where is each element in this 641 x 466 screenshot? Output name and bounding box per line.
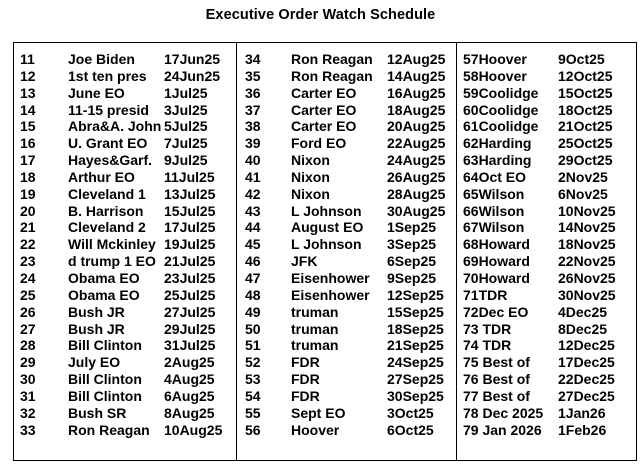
entry-date: 17Dec25 (558, 354, 615, 371)
schedule-row (463, 354, 635, 371)
entry-number-title: 79 Jan 2026 (463, 421, 542, 438)
schedule-row (20, 186, 234, 203)
entry-date: 15Oct25 (558, 84, 613, 101)
schedule-row (463, 135, 635, 152)
schedule-row (245, 169, 453, 186)
schedule-row (245, 203, 453, 220)
schedule-row (245, 321, 453, 338)
schedule-row (245, 118, 453, 135)
page-title: Executive Order Watch Schedule (205, 7, 436, 23)
schedule-row (20, 270, 234, 287)
schedule-row (245, 371, 453, 388)
entry-date: 27Jul25 (164, 303, 216, 320)
column-divider (456, 42, 457, 461)
schedule-row (463, 203, 635, 220)
entry-title: Will Mckinley (68, 236, 156, 253)
schedule-row (20, 152, 234, 169)
entry-date: 1Sep25 (387, 219, 437, 236)
entry-title: Carter EO (291, 84, 357, 101)
schedule-row (245, 354, 453, 371)
entry-title: Abra&A. John (68, 118, 162, 135)
entry-number-title: 69Howard (463, 253, 530, 270)
entry-date: 6Oct25 (387, 421, 434, 438)
entry-date: 18Nov25 (558, 236, 616, 253)
entry-number-title: 65Wilson (463, 185, 525, 202)
schedule-row (463, 371, 635, 388)
schedule-row (20, 321, 234, 338)
entry-date: 13Jul25 (164, 185, 216, 202)
entry-date: 2Nov25 (558, 168, 608, 185)
entry-date: 29Jul25 (164, 320, 216, 337)
entry-title: Bill Clinton (68, 387, 142, 404)
entry-number: 48 (245, 286, 261, 303)
entry-date: 20Aug25 (387, 118, 446, 135)
entry-title: truman (291, 337, 339, 354)
entry-date: 9Oct25 (558, 51, 605, 67)
entry-date: 1Jul25 (164, 84, 208, 101)
entry-title: 11-15 presid (68, 101, 149, 118)
entry-date: 9Jul25 (164, 152, 208, 169)
schedule-row (463, 337, 635, 354)
entry-date: 12Sep25 (387, 286, 444, 303)
entry-date: 1Jan26 (558, 404, 606, 421)
entry-title: JFK (291, 253, 318, 270)
entry-date: 30Sep25 (387, 387, 444, 404)
entry-number-title: 75 Best of (463, 354, 530, 371)
schedule-row (463, 118, 635, 135)
entry-title: Bush JR (68, 320, 125, 337)
entry-number: 40 (245, 152, 261, 169)
entry-number: 18 (20, 168, 36, 185)
schedule-row (20, 354, 234, 371)
entry-title: FDR (291, 354, 320, 371)
entry-date: 6Sep25 (387, 253, 437, 270)
entry-title: truman (291, 320, 339, 337)
schedule-row (20, 68, 234, 85)
entry-title: Ron Reagan (68, 421, 150, 438)
schedule-row (20, 236, 234, 253)
schedule-row (463, 152, 635, 169)
entry-number-title: 71TDR (463, 286, 508, 303)
entry-number-title: 68Howard (463, 236, 530, 253)
entry-number: 55 (245, 404, 261, 421)
entry-date: 2Aug25 (164, 354, 215, 371)
entry-date: 12Dec25 (558, 337, 615, 354)
entry-number: 43 (245, 202, 261, 219)
entry-number: 29 (20, 354, 36, 371)
entry-number: 12 (20, 67, 36, 84)
schedule-row (245, 304, 453, 321)
entry-number: 30 (20, 371, 36, 388)
entry-date: 3Sep25 (387, 236, 437, 253)
schedule-row (463, 422, 635, 439)
entry-title: August EO (291, 219, 364, 236)
schedule-row (463, 219, 635, 236)
entry-number: 33 (20, 421, 36, 438)
entry-number-title: 62Harding (463, 135, 532, 152)
schedule-row (463, 85, 635, 102)
schedule-row (245, 287, 453, 304)
entry-number-title: 76 Best of (463, 371, 530, 388)
entry-title: U. Grant EO (68, 135, 148, 152)
entry-date: 23Jul25 (164, 269, 216, 286)
entry-number: 17 (20, 152, 36, 169)
schedule-row (463, 186, 635, 203)
entry-title: Obama EO (68, 286, 140, 303)
schedule-row (463, 253, 635, 270)
entry-number-title: 73 TDR (463, 320, 512, 337)
schedule-column-3 (463, 51, 635, 438)
entry-title: Hoover (291, 421, 340, 438)
entry-title: Obama EO (68, 269, 140, 286)
entry-number-title: 57Hoover (463, 51, 527, 67)
entry-number-title: 66Wilson (463, 202, 525, 219)
entry-date: 25Oct25 (558, 135, 613, 152)
entry-date: 6Nov25 (558, 185, 608, 202)
entry-number: 42 (245, 185, 261, 202)
schedule-row (463, 169, 635, 186)
entry-number: 37 (245, 101, 261, 118)
entry-date: 16Aug25 (387, 84, 446, 101)
entry-date: 18Aug25 (387, 101, 446, 118)
entry-date: 24Aug25 (387, 152, 446, 169)
entry-title: Nixon (291, 168, 330, 185)
entry-title: B. Harrison (68, 202, 144, 219)
entry-title: FDR (291, 387, 320, 404)
entry-number: 22 (20, 236, 36, 253)
entry-date: 3Jul25 (164, 101, 208, 118)
entry-number: 24 (20, 269, 36, 286)
entry-number: 14 (20, 101, 36, 118)
entry-number: 38 (245, 118, 261, 135)
entry-title: Arthur EO (68, 168, 135, 185)
entry-number: 36 (245, 84, 261, 101)
entry-date: 21Oct25 (558, 118, 613, 135)
entry-date: 6Aug25 (164, 387, 215, 404)
entry-number: 39 (245, 135, 261, 152)
entry-date: 22Aug25 (387, 135, 446, 152)
entry-date: 19Jul25 (164, 236, 216, 253)
schedule-row (245, 135, 453, 152)
entry-number: 28 (20, 337, 36, 354)
schedule-row (245, 219, 453, 236)
entry-title: Eisenhower (291, 286, 370, 303)
entry-title: Nixon (291, 185, 330, 202)
entry-number: 27 (20, 320, 36, 337)
entry-title: Hayes&Garf. (68, 152, 153, 169)
entry-date: 29Oct25 (558, 152, 613, 169)
schedule-row (20, 219, 234, 236)
schedule-row (20, 102, 234, 119)
schedule-row (463, 388, 635, 405)
entry-number: 23 (20, 253, 36, 270)
entry-number-title: 77 Best of (463, 387, 530, 404)
entry-date: 27Dec25 (558, 387, 615, 404)
entry-number: 56 (245, 421, 261, 438)
entry-title: Cleveland 1 (68, 185, 146, 202)
entry-title: Ron Reagan (291, 51, 373, 67)
schedule-row (245, 253, 453, 270)
entry-number: 44 (245, 219, 261, 236)
schedule-row (245, 186, 453, 203)
schedule-row (463, 51, 635, 68)
entry-title: Carter EO (291, 118, 357, 135)
entry-number: 46 (245, 253, 261, 270)
entry-date: 30Aug25 (387, 202, 446, 219)
entry-number: 31 (20, 387, 36, 404)
entry-number: 25 (20, 286, 36, 303)
entry-number: 15 (20, 118, 36, 135)
entry-title: Joe Biden (68, 51, 135, 67)
entry-date: 15Sep25 (387, 303, 444, 320)
entry-number: 41 (245, 168, 261, 185)
schedule-row (463, 287, 635, 304)
schedule-row (245, 51, 453, 68)
entry-date: 18Sep25 (387, 320, 444, 337)
entry-number-title: 58Hoover (463, 67, 527, 84)
entry-date: 4Aug25 (164, 371, 215, 388)
entry-title: Nixon (291, 152, 330, 169)
entry-title: Carter EO (291, 101, 357, 118)
entry-title: Bush JR (68, 303, 125, 320)
entry-title: Cleveland 2 (68, 219, 146, 236)
schedule-row (463, 68, 635, 85)
entry-number: 21 (20, 219, 36, 236)
schedule-row (20, 287, 234, 304)
schedule-row (20, 371, 234, 388)
schedule-row (463, 321, 635, 338)
entry-date: 21Jul25 (164, 253, 216, 270)
schedule-row (245, 405, 453, 422)
entry-number: 51 (245, 337, 261, 354)
entry-number-title: 63Harding (463, 152, 532, 169)
entry-number: 11 (20, 51, 35, 67)
entry-number: 50 (245, 320, 261, 337)
schedule-row (20, 203, 234, 220)
schedule-row (245, 270, 453, 287)
entry-date: 21Sep25 (387, 337, 444, 354)
entry-date: 22Nov25 (558, 253, 616, 270)
schedule-row (20, 422, 234, 439)
entry-number: 53 (245, 371, 261, 388)
entry-number-title: 74 TDR (463, 337, 512, 354)
schedule-row (20, 85, 234, 102)
entry-number: 47 (245, 269, 261, 286)
entry-number-title: 67Wilson (463, 219, 525, 236)
schedule-row (20, 304, 234, 321)
entry-date: 24Sep25 (387, 354, 444, 371)
entry-date: 14Nov25 (558, 219, 616, 236)
schedule-row (245, 337, 453, 354)
entry-date: 11Jul25 (164, 168, 215, 185)
entry-date: 12Aug25 (387, 51, 446, 67)
entry-date: 4Dec25 (558, 303, 608, 320)
entry-number: 20 (20, 202, 36, 219)
entry-title: July EO (68, 354, 121, 371)
schedule-row (463, 102, 635, 119)
schedule-row (245, 422, 453, 439)
entry-number: 45 (245, 236, 261, 253)
schedule-row (20, 253, 234, 270)
entry-number: 49 (245, 303, 261, 320)
entry-date: 8Aug25 (164, 404, 215, 421)
schedule-row (245, 85, 453, 102)
entry-title: Bill Clinton (68, 371, 142, 388)
entry-date: 17Jul25 (164, 219, 216, 236)
entry-date: 8Dec25 (558, 320, 608, 337)
schedule-column-2 (245, 51, 453, 438)
entry-date: 9Sep25 (387, 269, 437, 286)
entry-date: 15Jul25 (164, 202, 216, 219)
entry-date: 26Aug25 (387, 168, 446, 185)
entry-number: 34 (245, 51, 261, 67)
schedule-row (463, 236, 635, 253)
entry-title: Ford EO (291, 135, 347, 152)
entry-number-title: 72Dec EO (463, 303, 529, 320)
entry-number: 13 (20, 84, 36, 101)
entry-number: 52 (245, 354, 261, 371)
schedule-row (245, 102, 453, 119)
entry-number: 19 (20, 185, 36, 202)
schedule-row (20, 405, 234, 422)
entry-number: 26 (20, 303, 36, 320)
entry-date: 26Nov25 (558, 269, 616, 286)
entry-title: L Johnson (291, 202, 362, 219)
entry-number-title: 61Coolidge (463, 118, 539, 135)
entry-title: d trump 1 EO (68, 253, 156, 270)
entry-date: 24Jun25 (164, 67, 221, 84)
schedule-row (20, 169, 234, 186)
entry-title: Sept EO (291, 404, 346, 421)
schedule-row (463, 405, 635, 422)
entry-date: 5Jul25 (164, 118, 208, 135)
entry-title: Ron Reagan (291, 67, 373, 84)
entry-number-title: 70Howard (463, 269, 530, 286)
schedule-row (245, 68, 453, 85)
schedule-row (20, 135, 234, 152)
entry-date: 17Jun25 (164, 51, 221, 67)
schedule-row (245, 152, 453, 169)
entry-number-title: 64Oct EO (463, 168, 527, 185)
entry-date: 12Oct25 (558, 67, 613, 84)
schedule-row (20, 118, 234, 135)
entry-title: Eisenhower (291, 269, 370, 286)
schedule-row (20, 337, 234, 354)
entry-title: June EO (68, 84, 125, 101)
entry-number: 16 (20, 135, 36, 152)
entry-date: 25Jul25 (164, 286, 216, 303)
entry-title: L Johnson (291, 236, 362, 253)
entry-number-title: 60Coolidge (463, 101, 539, 118)
entry-number: 35 (245, 67, 261, 84)
entry-date: 22Dec25 (558, 371, 615, 388)
entry-date: 1Feb26 (558, 421, 607, 438)
schedule-row (245, 236, 453, 253)
schedule-column-1 (20, 51, 234, 438)
schedule-row (245, 388, 453, 405)
entry-title: Bill Clinton (68, 337, 142, 354)
entry-number: 54 (245, 387, 261, 404)
entry-title: truman (291, 303, 339, 320)
entry-date: 18Oct25 (558, 101, 613, 118)
schedule-row (20, 388, 234, 405)
schedule-row (20, 51, 234, 68)
entry-title: 1st ten pres (68, 67, 147, 84)
entry-date: 30Nov25 (558, 286, 616, 303)
entry-number: 32 (20, 404, 36, 421)
schedule-row (463, 304, 635, 321)
entry-number-title: 59Coolidge (463, 84, 539, 101)
schedule-row (463, 270, 635, 287)
column-divider (236, 42, 237, 461)
entry-title: FDR (291, 371, 320, 388)
entry-date: 3Oct25 (387, 404, 434, 421)
entry-date: 28Aug25 (387, 185, 446, 202)
entry-date: 10Aug25 (164, 421, 223, 438)
entry-date: 14Aug25 (387, 67, 446, 84)
entry-number-title: 78 Dec 2025 (463, 404, 544, 421)
entry-date: 10Nov25 (558, 202, 616, 219)
entry-date: 7Jul25 (164, 135, 208, 152)
entry-title: Bush SR (68, 404, 127, 421)
entry-date: 31Jul25 (164, 337, 216, 354)
entry-date: 27Sep25 (387, 371, 444, 388)
